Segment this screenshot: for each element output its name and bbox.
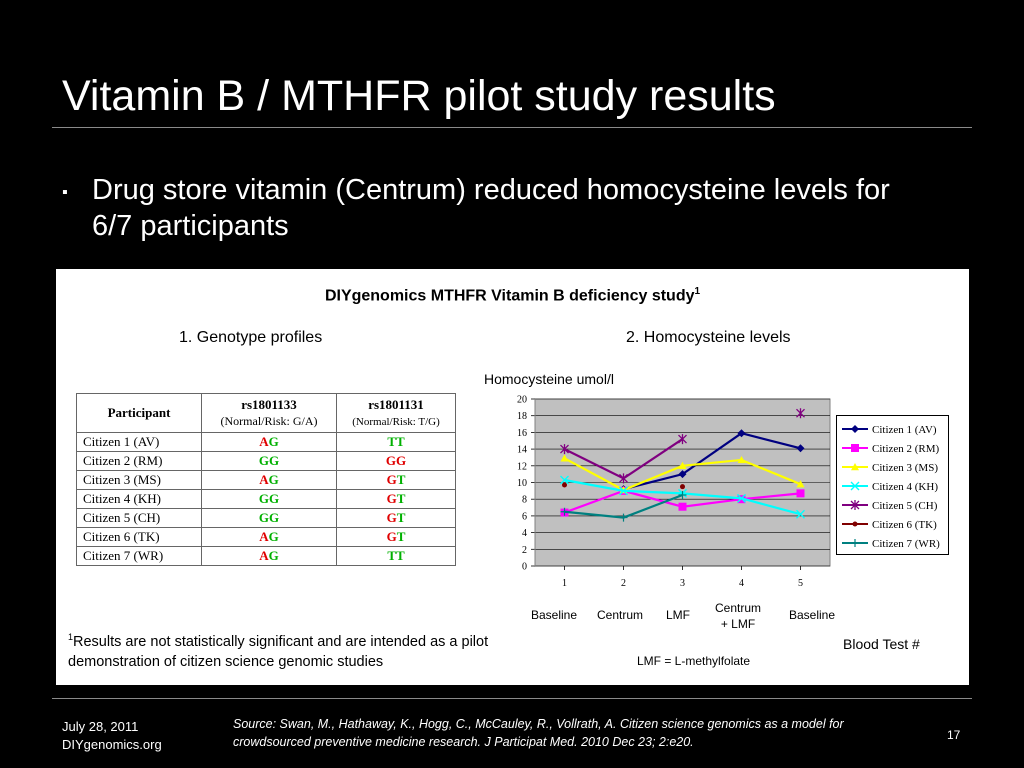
allele: T xyxy=(396,491,406,506)
table-row xyxy=(77,433,456,452)
legend-label: Citizen 4 (KH) xyxy=(872,481,938,493)
y-tick-label: 20 xyxy=(517,394,527,406)
y-tick-label: 16 xyxy=(517,427,527,439)
homocysteine-section-heading: 2. Homocysteine levels xyxy=(626,329,791,346)
footer-date: July 28, 2011 xyxy=(62,719,139,734)
x-phase-label-2: Centrum xyxy=(596,608,643,622)
allele: A xyxy=(259,472,269,487)
x-tick-label: 1 xyxy=(562,578,567,589)
legend-label: Citizen 3 (MS) xyxy=(872,462,938,474)
legend-item xyxy=(837,458,948,477)
rs1801133-genotype-cell xyxy=(202,471,337,490)
y-tick-label: 10 xyxy=(517,478,527,489)
homocysteine-line-chart xyxy=(499,392,839,622)
table-row xyxy=(77,509,456,528)
allele: A xyxy=(259,548,269,563)
y-tick-label: 0 xyxy=(522,561,527,573)
allele: T xyxy=(396,434,405,449)
table-header-rs1801131: rs1801131 (Normal/Risk: T/G) xyxy=(337,394,456,433)
allele: G xyxy=(268,434,279,449)
legend-item xyxy=(837,477,948,496)
allele: T xyxy=(396,548,405,563)
legend-item xyxy=(837,496,948,515)
genotype-table xyxy=(76,393,456,566)
rs1801133-genotype-cell xyxy=(202,433,337,452)
legend-label: Citizen 7 (WR) xyxy=(872,538,940,550)
participant-cell: Citizen 2 (RM) xyxy=(77,452,202,471)
legend-item xyxy=(837,515,948,534)
legend-item xyxy=(837,439,948,458)
rs1801133-genotype-cell xyxy=(202,509,337,528)
footer-site: DIYgenomics.org xyxy=(62,737,162,752)
y-tick-label: 18 xyxy=(517,411,527,423)
legend-label: Citizen 1 (AV) xyxy=(872,424,937,436)
footer-divider xyxy=(52,698,972,699)
rs1801131-genotype-cell xyxy=(337,547,456,566)
allele: G xyxy=(386,529,397,544)
x-phase-label-5: Baseline xyxy=(788,608,836,622)
allele: T xyxy=(387,434,396,449)
legend-marker xyxy=(851,425,859,433)
y-tick-label: 4 xyxy=(522,528,527,540)
legend-label: Citizen 5 (CH) xyxy=(872,500,938,512)
y-axis-unit-label: Homocysteine umol/l xyxy=(484,371,614,387)
table-row xyxy=(77,490,456,509)
legend-label: Citizen 6 (TK) xyxy=(872,519,937,531)
y-tick-label: 14 xyxy=(517,444,527,456)
allele: G xyxy=(396,453,407,468)
table-row xyxy=(77,452,456,471)
allele: T xyxy=(387,548,396,563)
x-tick-label: 3 xyxy=(680,578,685,589)
allele: G xyxy=(268,548,279,563)
lmf-abbreviation-note: LMF = L-methylfolate xyxy=(637,654,751,668)
rs1801133-genotype-cell xyxy=(202,528,337,547)
y-tick-label: 12 xyxy=(517,461,527,473)
y-tick-label: 8 xyxy=(522,494,527,506)
allele: G xyxy=(386,472,397,487)
rs1801133-genotype-cell xyxy=(202,490,337,509)
legend-swatch xyxy=(841,460,869,474)
legend-label: Citizen 2 (RM) xyxy=(872,443,940,455)
x-phase-label-1: Baseline xyxy=(530,608,578,622)
page-number: 17 xyxy=(947,728,961,742)
rs1801131-genotype-cell xyxy=(337,433,456,452)
x-phase-label-4: Centrum + LMF xyxy=(714,601,761,631)
table-row xyxy=(77,547,456,566)
source-citation: Source: Swan, M., Hathaway, K., Hogg, C., McCauley, R., Vollrath, A. Citizen science genomics as a model for crowdsourced preventive medicine research. J Participat Med. 2010 Dec 23; 2:e20. xyxy=(233,717,844,749)
bullet-text: Drug store vitamin (Centrum) reduced homocysteine levels for 6/7 participants xyxy=(92,174,890,242)
allele: A xyxy=(259,434,269,449)
panel-title: DIYgenomics MTHFR Vitamin B deficiency study$^1$ xyxy=(324,286,701,305)
allele: T xyxy=(396,510,406,525)
allele: G xyxy=(268,529,279,544)
data-point xyxy=(680,484,685,489)
data-point xyxy=(797,489,805,497)
legend-marker xyxy=(851,444,859,452)
legend-swatch xyxy=(841,422,869,436)
allele: G xyxy=(386,510,397,525)
data-point xyxy=(562,483,567,488)
chart-legend xyxy=(836,415,949,555)
allele: T xyxy=(396,529,406,544)
table-header-rs1801133: rs1801133 (Normal/Risk: G/A) xyxy=(202,394,337,433)
rs1801131-genotype-cell xyxy=(337,509,456,528)
x-tick-label: 2 xyxy=(621,578,626,589)
genotype-section-heading: 1. Genotype profiles xyxy=(179,329,323,346)
allele: G xyxy=(269,453,280,468)
allele: G xyxy=(258,491,269,506)
title-divider xyxy=(52,127,972,128)
table-row xyxy=(77,471,456,490)
allele: G xyxy=(258,453,269,468)
footer-left xyxy=(62,718,162,754)
allele: G xyxy=(269,510,280,525)
participant-cell: Citizen 7 (WR) xyxy=(77,547,202,566)
table-row xyxy=(77,528,456,547)
allele: A xyxy=(259,529,269,544)
allele: T xyxy=(396,472,406,487)
x-tick-label: 5 xyxy=(798,578,803,589)
x-phase-label-3: LMF xyxy=(666,608,690,622)
allele: G xyxy=(269,491,280,506)
rs1801131-genotype-cell xyxy=(337,452,456,471)
legend-swatch xyxy=(841,498,869,512)
table-header-participant: Participant xyxy=(77,394,202,433)
participant-cell: Citizen 3 (MS) xyxy=(77,471,202,490)
footnote: $^1$Results are not statistically significant and are intended as a pilot demonstration of citizen science genomic studies xyxy=(68,632,489,670)
legend-marker xyxy=(853,522,858,527)
rs1801131-genotype-cell xyxy=(337,471,456,490)
participant-cell: Citizen 6 (TK) xyxy=(77,528,202,547)
rs1801131-genotype-cell xyxy=(337,490,456,509)
y-tick-label: 2 xyxy=(522,544,527,556)
x-axis-title: Blood Test # xyxy=(843,636,920,652)
allele: G xyxy=(258,510,269,525)
rs1801133-genotype-cell xyxy=(202,452,337,471)
legend-item xyxy=(837,534,948,553)
participant-cell: Citizen 1 (AV) xyxy=(77,433,202,452)
y-tick-label: 6 xyxy=(522,511,527,523)
legend-swatch xyxy=(841,479,869,493)
study-panel xyxy=(56,269,969,685)
participant-cell: Citizen 4 (KH) xyxy=(77,490,202,509)
slide-title: Vitamin B / MTHFR pilot study results xyxy=(62,72,776,120)
legend-swatch xyxy=(841,517,869,531)
rs1801131-genotype-cell xyxy=(337,528,456,547)
participant-cell: Citizen 5 (CH) xyxy=(77,509,202,528)
allele: G xyxy=(385,453,396,468)
rs1801133-genotype-cell xyxy=(202,547,337,566)
bullet-marker: ▪ xyxy=(62,184,68,201)
allele: G xyxy=(268,472,279,487)
legend-marker xyxy=(851,539,859,547)
data-point xyxy=(679,503,687,511)
legend-swatch xyxy=(841,536,869,550)
x-tick-label: 4 xyxy=(739,578,744,589)
allele: G xyxy=(386,491,397,506)
legend-item xyxy=(837,420,948,439)
legend-swatch xyxy=(841,441,869,455)
